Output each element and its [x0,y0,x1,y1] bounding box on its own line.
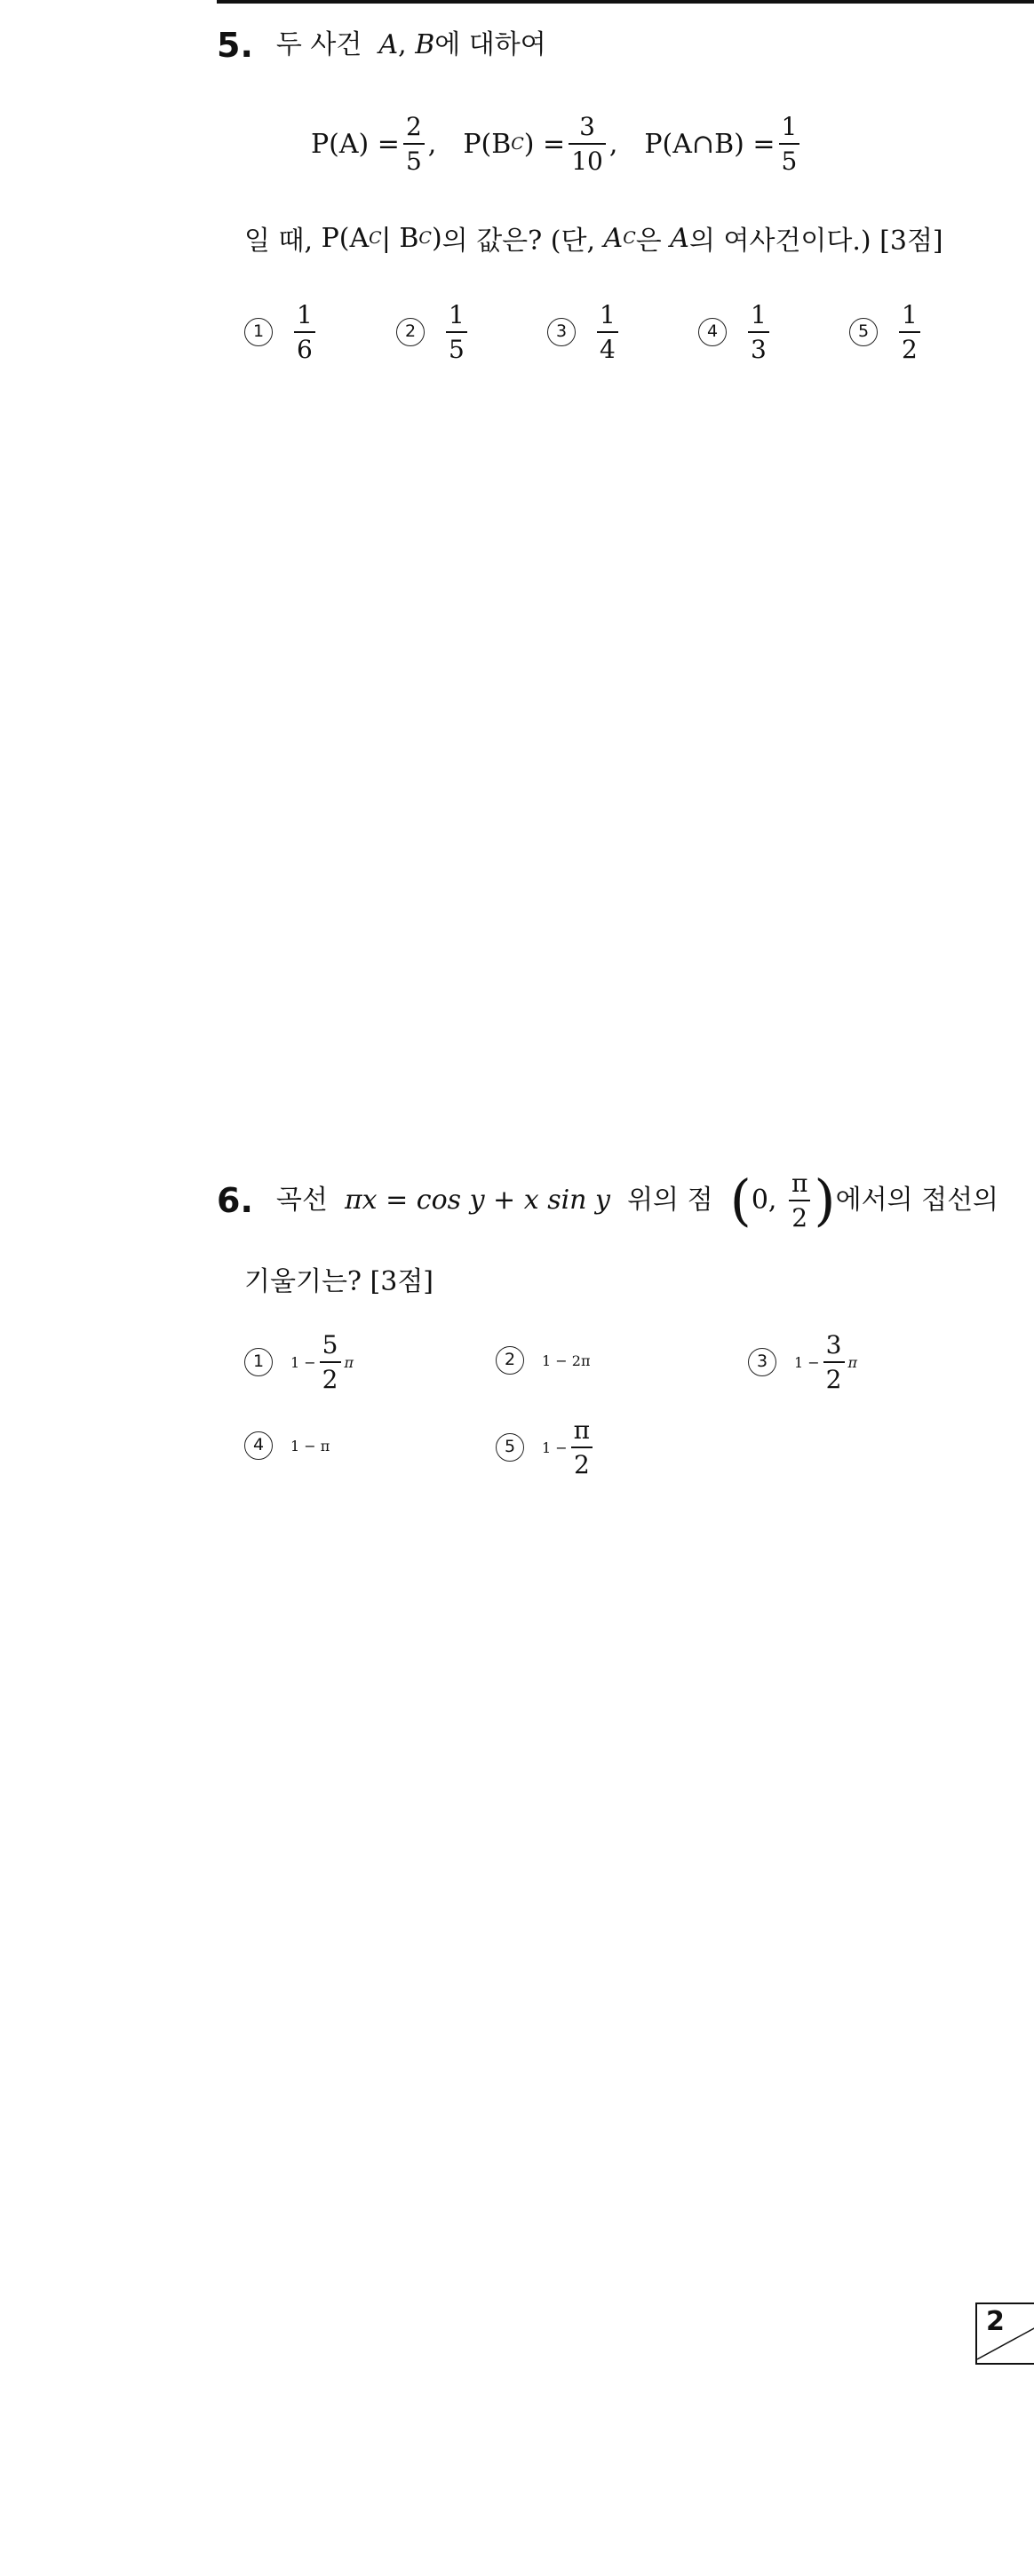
choice-suffix: π [344,1353,354,1371]
choice-marker: 5 [849,318,878,346]
denominator: 2 [823,1361,845,1392]
question-6 [217,1170,998,1232]
choice-5[interactable] [849,302,924,363]
choice-marker: 1 [244,1348,273,1376]
choice-prefix: 1 − [542,1439,568,1456]
given-bar: | B [381,222,419,254]
complement-superscript: C [369,228,382,248]
denominator: 3 [748,331,769,362]
event-a: A [378,29,399,60]
question-line-2: 기울기는? [3점] [244,1266,434,1297]
choice-suffix: π [847,1353,858,1371]
question-number: 5. [217,26,253,65]
conditional-prob-open: P(A [321,222,370,254]
prob-a-value [403,114,425,175]
complement-superscript: C [418,228,432,248]
numerator: 1 [600,300,616,329]
prob-bc-eq: ) = [523,128,566,160]
choice-5[interactable] [496,1417,596,1478]
question-mid: 위의 점 [627,1185,713,1217]
choice-value [899,302,920,363]
question-intro: 두 사건 [275,29,362,60]
denominator: 5 [446,331,467,362]
choice-marker: 1 [244,318,273,346]
prob-a: P(A) = $\frac{2}{5}$ , [311,112,437,177]
choice-3[interactable] [547,302,622,363]
denominator: 4 [597,331,618,362]
denominator: 2 [899,331,920,362]
choice-marker: 5 [496,1433,524,1462]
numerator: 5 [322,1330,338,1359]
question-6-line-2 [244,1259,433,1298]
denominator: 5 [779,143,800,174]
denominator: 2 [571,1447,593,1478]
prob-a-and-b [644,114,803,175]
numerator: 2 [405,112,422,141]
comma: , [398,29,407,60]
choice-1[interactable] [244,302,319,363]
choice-marker: 4 [244,1431,273,1460]
numerator: π [573,1415,591,1445]
choice-1[interactable] [244,1332,354,1393]
denominator: 10 [569,143,606,174]
choice-value: 1 − π [290,1437,330,1454]
question-tail: 에서의 접선의 [835,1185,999,1217]
condition-tail-3: 의 여사건이다.) [3점] [688,226,943,257]
prob-a-and-b-value [779,114,800,175]
question-intro-tail: 에 대하여 [434,29,546,60]
numerator: 1 [902,300,918,329]
question-5 [217,26,998,65]
choice-value [446,302,467,363]
choice-marker: 2 [496,1346,524,1375]
choice-3[interactable] [748,1332,857,1393]
choice-prefix: 1 − [794,1353,820,1371]
choice-value [597,302,618,363]
condition-tail-1: 의 값은? (단, [441,226,595,257]
complement-superscript: C [511,134,524,155]
prob-a-and-b-lhs: P(A∩B) = [644,128,776,160]
denominator: 6 [294,331,315,362]
choice-prefix: 1 − [290,1353,316,1371]
prob-bc: P(B C ) = $\frac{3}{10}$ , [463,112,618,177]
prob-bc-value [569,114,606,175]
choice-fraction [823,1332,845,1393]
numerator: 3 [579,112,595,141]
choice-value [748,302,769,363]
numerator: 1 [751,300,767,329]
event-a: A [670,222,689,254]
numerator: 1 [781,112,798,141]
denominator: 2 [320,1361,341,1392]
event-b: B [415,29,435,60]
page-number: 2 [986,2306,1005,2337]
choice-2[interactable] [396,302,471,363]
left-paren: ( [729,1168,752,1233]
choice-fraction [320,1332,341,1393]
event-a: A [603,222,624,254]
page-number-box [975,2303,1034,2365]
choice-4[interactable] [244,1431,330,1460]
choice-value [294,302,315,363]
denominator: 2 [789,1200,810,1231]
choice-marker: 2 [396,318,425,346]
question-number: 6. [217,1181,253,1221]
given-probabilities [311,114,830,175]
denominator: 5 [403,143,425,174]
numerator: 3 [825,1330,842,1359]
prob-bc-lhs: P(B [463,128,512,160]
choice-marker: 3 [547,318,576,346]
condition-lead: 일 때, [244,226,314,257]
curve-equation: πx = cos y + x sin y [344,1185,610,1217]
choice-4[interactable] [698,302,773,363]
right-paren: ) [814,1168,836,1233]
complement-superscript: C [623,228,636,248]
choice-marker: 4 [698,318,727,346]
top-rule [217,0,1034,4]
choice-fraction [571,1417,593,1478]
numerator: 1 [449,300,465,329]
question-5-condition [244,218,943,258]
question-lead: 곡선 [275,1185,328,1217]
choice-2[interactable] [496,1346,590,1375]
prob-a-lhs: P(A) = [311,128,400,160]
numerator: 1 [297,300,313,329]
point-x: 0, [751,1185,777,1217]
choice-value: 1 − 2π [542,1351,591,1369]
choice-marker: 3 [748,1348,776,1376]
condition-tail-2: 은 [635,226,662,257]
conditional-prob-close: ) [431,222,442,254]
point-y [789,1170,810,1232]
numerator: π [791,1169,808,1198]
